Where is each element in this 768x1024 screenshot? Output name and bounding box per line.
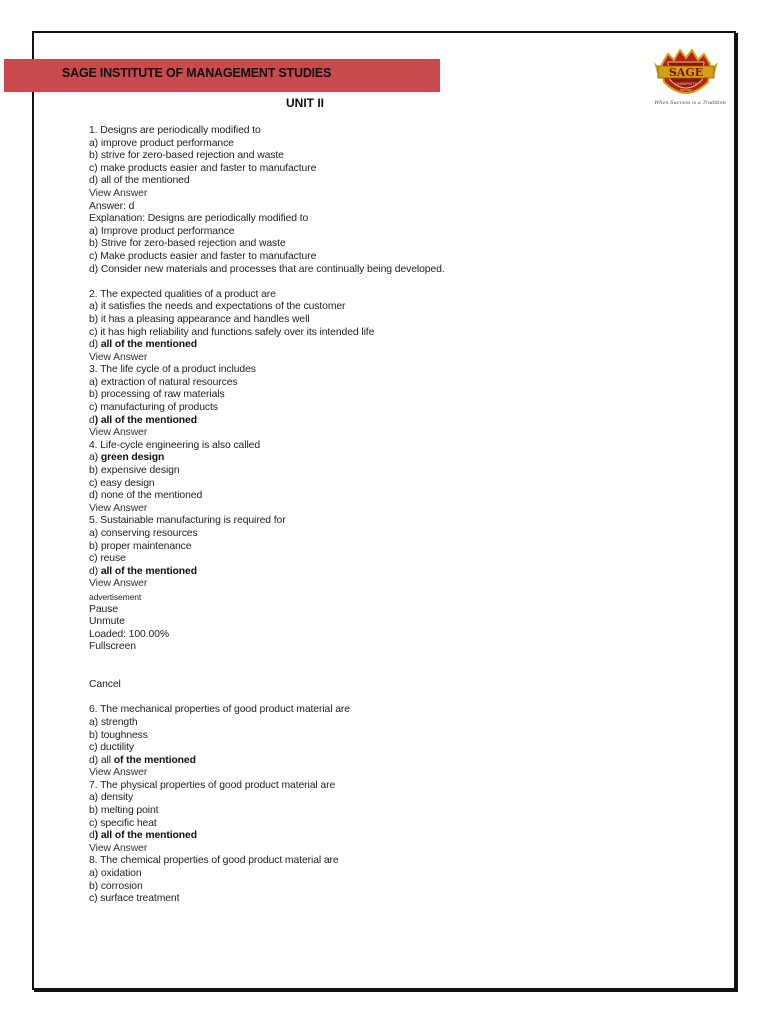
option-line: d) all of the mentioned bbox=[89, 175, 190, 187]
explanation-point: c) Make products easier and faster to manufacture bbox=[89, 250, 317, 262]
option-prefix: d bbox=[89, 830, 95, 842]
option-line: c) easy design bbox=[89, 477, 155, 489]
correct-answer: of the mentioned bbox=[113, 754, 196, 766]
question-3: 3. The life cycle of a product includes bbox=[89, 364, 256, 376]
logo-text: SAGE bbox=[668, 66, 704, 79]
view-answer-link[interactable]: View Answer bbox=[89, 427, 148, 439]
option-prefix: a) bbox=[89, 452, 101, 464]
option-line: b) proper maintenance bbox=[89, 540, 192, 552]
option-line: b) strive for zero-based rejection and waste bbox=[89, 150, 284, 162]
option-line: a) improve product performance bbox=[89, 137, 234, 149]
option-line: b) expensive design bbox=[89, 465, 180, 477]
unmute-button[interactable]: Unmute bbox=[89, 616, 125, 628]
cancel-button[interactable]: Cancel bbox=[89, 679, 121, 691]
option-line: a) it satisfies the needs and expectations of the customer bbox=[89, 301, 346, 313]
option-line-correct bbox=[89, 339, 689, 352]
option-line: c) ductility bbox=[89, 742, 134, 754]
option-prefix: d bbox=[89, 414, 95, 426]
pause-button[interactable]: Pause bbox=[89, 603, 118, 615]
correct-answer: all of the mentioned bbox=[100, 565, 197, 577]
advertisement-label: advertisement bbox=[89, 591, 142, 602]
view-answer-link[interactable]: View Answer bbox=[89, 187, 148, 199]
question-5: 5. Sustainable manufacturing is required for bbox=[89, 515, 286, 527]
option-line: b) processing of raw materials bbox=[89, 389, 225, 401]
question-6: 6. The mechanical properties of good product material are bbox=[89, 704, 350, 716]
correct-answer: all of the mentioned bbox=[100, 339, 197, 351]
correct-answer: ) all of the mentioned bbox=[94, 414, 197, 426]
option-prefix: d) bbox=[89, 565, 101, 577]
option-line: a) strength bbox=[89, 716, 138, 728]
option-line-correct bbox=[89, 415, 689, 428]
question-8: 8. The chemical properties of good product material are bbox=[89, 855, 339, 867]
option-line-correct bbox=[89, 755, 689, 768]
option-prefix: d) all bbox=[89, 754, 114, 766]
option-line: b) melting point bbox=[89, 805, 159, 817]
option-prefix: d) bbox=[89, 339, 101, 351]
option-line: d) none of the mentioned bbox=[89, 490, 203, 502]
option-line: c) specific heat bbox=[89, 817, 157, 829]
question-4: 4. Life-cycle engineering is also called bbox=[89, 439, 261, 451]
option-line: b) toughness bbox=[89, 729, 148, 741]
option-line: b) it has a pleasing appearance and handles well bbox=[89, 313, 310, 325]
question-2: 2. The expected qualities of a product are bbox=[89, 288, 276, 300]
option-line: a) oxidation bbox=[89, 868, 142, 880]
view-answer-link[interactable]: View Answer bbox=[89, 578, 148, 590]
option-line: c) reuse bbox=[89, 553, 126, 565]
view-answer-link[interactable]: View Answer bbox=[89, 842, 148, 854]
explanation-point: d) Consider new materials and processes that are continually being developed. bbox=[89, 263, 445, 275]
question-1: 1. Designs are periodically modified to bbox=[89, 125, 261, 136]
question-7: 7. The physical properties of good product material are bbox=[89, 779, 336, 791]
view-answer-link[interactable]: View Answer bbox=[89, 351, 148, 363]
question-content bbox=[89, 125, 689, 906]
option-line: b) corrosion bbox=[89, 880, 143, 892]
explanation-line: Explanation: Designs are periodically modified to bbox=[89, 213, 309, 225]
option-line-correct bbox=[89, 566, 689, 579]
logo-subtext: UNIVERSITY bbox=[675, 82, 697, 86]
logo-city: INDORE bbox=[680, 88, 692, 92]
fullscreen-button[interactable]: Fullscreen bbox=[89, 641, 136, 653]
option-line: c) it has high reliability and functions safely over its intended life bbox=[89, 326, 375, 338]
option-line: c) manufacturing of products bbox=[89, 402, 218, 414]
option-line-correct bbox=[89, 452, 689, 465]
explanation-point: a) Improve product performance bbox=[89, 225, 235, 237]
answer-line: Answer: d bbox=[89, 200, 135, 212]
option-line: a) conserving resources bbox=[89, 528, 198, 539]
option-line: c) surface treatment bbox=[89, 893, 180, 905]
unit-title: UNIT II bbox=[286, 96, 324, 110]
option-line: a) density bbox=[89, 792, 134, 804]
institute-name: SAGE INSTITUTE OF MANAGEMENT STUDIES bbox=[62, 66, 332, 80]
view-answer-link[interactable]: View Answer bbox=[89, 767, 148, 779]
logo-tagline: When Success is a Tradition bbox=[654, 100, 726, 106]
option-line: c) make products easier and faster to manufacture bbox=[89, 162, 317, 174]
explanation-point: b) Strive for zero-based rejection and waste bbox=[89, 238, 286, 250]
institute-banner bbox=[4, 59, 440, 92]
loaded-status: Loaded: 100.00% bbox=[89, 628, 169, 640]
option-line-correct bbox=[89, 830, 689, 843]
view-answer-link[interactable]: View Answer bbox=[89, 502, 148, 514]
correct-answer: green design bbox=[100, 452, 165, 464]
option-line: a) extraction of natural resources bbox=[89, 376, 238, 388]
correct-answer: ) all of the mentioned bbox=[94, 830, 197, 842]
